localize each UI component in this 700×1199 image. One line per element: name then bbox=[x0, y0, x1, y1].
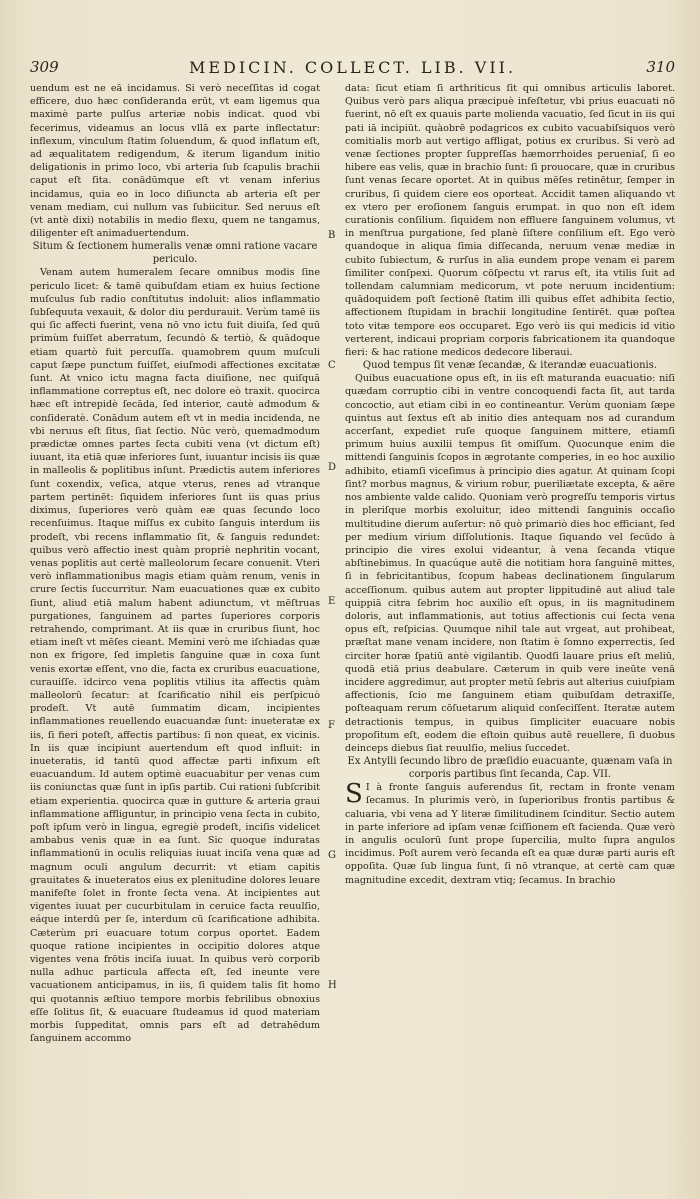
section-heading: Situm & ſectionem humeralis venæ omni ratione vacare periculo. bbox=[32, 241, 318, 266]
margin-letter-e: E bbox=[328, 596, 336, 607]
chapter-paragraph bbox=[345, 781, 675, 887]
margin-letter-f: F bbox=[328, 720, 335, 731]
paragraph: data: ſicut etiam ſi arthriticus ſit qui omnibus articulis laboret. Quibus verò pars aliqua præcipuè infeſtetur, vbi prius euacuati nō fuerint, nō eſt ex quauis parte molienda vacuatio, ſed ſicut in iis qui pati iā incipiūt. quàobrē podagricos ex cubito vacuabiſsiquos verò comitialis morb aut vertigo affligat, potius ex cruribus. Si verò ad venæ ſectiones propter ſuppreſſas hæmorrhoides perueniaſ, ſi eo hibere eas velis, quæ in brachio ſunt: ſi prouocare, quæ in cruribus ſunt venas ſecare oportet. At in quibus mēſes retinētur, ſemper in cruribus, ſi quidem ciere eos oporteat. Accidit tamen aliquando vt ex vtero per eroſionem ſanguis erumpat. in quo non eſt idem curationis conſilium. ſiquidem non effluere ſanguinem volumus, vt in menſtrua purgatione, ſed planè ſiſtere conſilium eſt. Ego verò quandoque in aliqua ſimia diſſecanda, neruum venæ mediæ in cubito ſubiectum, & rurſus in alia eundem prope venam ei parem ſimiliter conſpexi. Quorum cōſpectu vt rarus eſt, ita vtilis ſuit ad tollendam calumniam medicorum, vt pote neruum incidentium: quādoquidem poſt ſectionē ſtatim illi quibus eſſet adhibita ſectio, affectionem ſtupidam in brachii longitudine ſentirēt. quæ poſtea toto vitæ tempore eos occuparet. Ego verò iis qui medicis id vitio verterent, indicaui propriam corporis fabricationem ita quandoque fieri: & hac ratione medicos dedecore liberaui. bbox=[345, 83, 675, 359]
section-heading: Quod tempus ſit venæ ſecandæ, & iterandæ euacuationis. bbox=[362, 360, 658, 372]
page-number-left: 309 bbox=[30, 58, 59, 76]
page-number-right: 310 bbox=[646, 58, 675, 76]
right-column bbox=[345, 82, 675, 1142]
running-title: MEDICIN. COLLECT. LIB. VII. bbox=[188, 58, 517, 77]
chapter-heading: Ex Antylli ſecundo libro de præſidio euacuante, quænam vaſa in corporis partibus ſint ſecanda, Cap. VII. bbox=[347, 756, 673, 781]
margin-letter-d: D bbox=[328, 462, 337, 473]
drop-cap: S bbox=[345, 779, 363, 810]
paragraph: Venam autem humeralem ſecare omnibus modis ſine periculo licet: & tamē quibuſdam etiam ex huius ſectione muſculus ſub radio conſtitutus indoluit: alios inflammatio ſubſequuta vexauit, & dolor diu perdurauit. Verùm tamē iis qui ſic affecti fuerint, vena nō vno ictu fuit diuiſa, ſed quū primùm fuiſſet aberratum, ſecundò & tertiò, & quādoque etiam quartò fuit percuſſa. quamobrem quum muſculi caput ſæpe punctum fuiſſet, eiuſmodi affectiones excitatæ ſunt. At vnico ictu magna facta diuiſione, nec quiſquā inflammatione correptus eſt, nec dolore eò traxit. quocirca hæc eſt intrepidè ſecāda, ſed interior, cautè admodum & conſideratè. Conādum autem eſt vt in media incidenda, ne vbi neruus eſt ſitus, ſiat ſectio. Nūc verò, quemadmodum prædictæ omnes partes ſecta cubiti vena (vt dictum eſt) iuuant, ita etiā quæ inferiores ſunt, iuuantur incisis iis quæ in malleolis & poplitibus inſunt. Prædictis autem inferiores ſunt coxendix, veſica, atque vterus, renes ad vtranque partem pertinēt: ſiquidem inferiores ſunt iis quas prius diximus, ſuperiores verò quàm eæ quas ſecundo loco recenſuimus. Itaque miſſus ex cubito ſanguis interdum iis prodeſt, vbi recens inflammatio ſit, & ſanguis redundet: quibus verò affectio inest quàm propriè nephritin vocant, venas poplitis aut certè malleolorum ſecare conuenit. Vteri verò inflammationibus magis etiam quàm renum, venis in crure ſectis ſuccurritur. Nam euacuationes quæ ex cubito ſiunt, aliud etiā malum habent adiunctum, vt mēſtruas purgationes, ſanguinem ad partes ſuperiores corporis retrahendo, comprimant. At iis quæ in cruribus ſiunt, hoc etiam ineſt vt mēſes cieant. Memini verò me iſchiadas quæ non ex frigore, ſed impletis ſanguine quæ in coxa ſunt venis exortæ eſſent, vno die, facta ex cruribus euacuatione, curauiſſe. idcirco vena poplitis vtilius ita affectis quàm malleolorū ſecatur: at ſcarificatio nihil eis perſpicuò prodeſt. Vt autē ſummatim dicam, incipientes inflammationes reuellendo euacuandæ ſunt: inueteratæ ex iis, ſi fieri poteſt, affectis partibus: ſi non queat, ex vicinis. In iis quæ incipiunt auertendum eſt quod influit: in inueteratis, id tantū quod affectæ parti infixum eſt euacuandum. Id autem optimè euacuabitur per venas cum iis coniunctas quæ ſunt in ipſis partib. Cui rationi ſubſcribit etiam experientia. quocirca quæ in gutture & arteria graui inflammatione affliguntur, in principio vena ſecta in cubito, poſt ipſum verò in lingua, egregiè prodeſt, inciſis videlicet ambabus venis quæ in ea ſunt. Sic quoque induratas inflammationū in oculis reliquias iuuat inciſa vena quæ ad magnum oculi angulum decurrit: vt etiam capitis grauitates & inueteratos eius ex plenitudine dolores leuare manifeſte ſolet in fronte ſecta vena. At incipientes aut vigentes iuuat per cucurbitulam in ceruice facta reuulſio, eáque interdū per ſe, interdum cū ſcarificatione adhibita. Cæterùm pri euacuare totum corpus oportet. Eadem quoque ratione incipientes in occipitio dolores atque vigentes vena frōtis inciſa iuuat. In quibus verò corporib nulla adhuc particula affecta eſt, ſed ineunte vere vacuationem anticipamus, in iis, ſi quidem talis ſit homo qui quotannis æſtiuo tempore morbis febrilibus obnoxius eſſe ſolitus ſit, & euacuare ſtudeamus id quod materiam morbis ſuppeditat, omnis pars eſt ad detrahēdum ſanguinem accommo bbox=[30, 267, 320, 1045]
margin-letter-b: B bbox=[328, 230, 336, 241]
page-header bbox=[30, 58, 675, 80]
paragraph: Quibus euacuatione opus eſt, in iis eſt maturanda euacuatio: niſi quædam corruptio cibi in ventre concoquendi facta ſit, aut tarda concoctio, aut etiam cibi in eo contineantur. Verùm quoniam ſæpe quintus aut ſextus eſt ab initio dies antequam nos ad curandum accerſant, expediet ruſe quoque ſanguinem mittere, etiamſi primum huius auxilii tempus ſit omiſſum. Quocunque enim die mittendi ſanguinis ſcopos in ægrotante comperies, in eo hoc auxilio adhibito, etiamſi viceſimus à principio dies agatur. At quinam ſcopi ſint? morbus magnus, & virium robur, pueriliætate excepta, & aëre nos ambiente valde calido. Quoniam verò progreſſu temporis virtus in pleriſque morbis exoluitur, ideo mittendi ſanguinis occaſio multitudine dierum auſertur: nō quò primariò dies hoc efficiant, ſed per medium virium diſſolutionis. Itaque ſiquando vel ſecūdo à principio die vires exolui videantur, à vena ſecanda vtique abſtinebimus. In quacúque autē die notitiam hora ſanguinē mittes, ſi in febricitantibus, ſcopum habeas declinationem ſingularum acceſſionum. quibus autem aut propter lippitudinē aut aliud tale quippiā citra ſebrim hoc auxilio eſt opus, in iis magnitudinem doloris, aut inflammationis, aut totius affectionis cui ſecta vena opus eſt, reſpicias. Quumque nihil tale aut vrgeat, aut prohibeat, præſtat mane venam incidere, non ſtatim è ſomno experrectis, ſed circiter horæ ſpatiū antè vigilantib. Quodſi lauare prius eſt meliū, quodā etiā prius deabulare. Cæterum in quib vere ineūte venā incidere aggredimur, aut propter metū ſebris aut alterius cuiuſpiam affectionis, ſcio me ſanguinem etiam quibuſdam detraxiſſe, poſteaquam rerum cōſuetarum aliquid conſeciſſent. Iteratæ autem detractionis tempus, in quibus ſimpliciter euacuare nobis propoſitum eſt, eodem die eſtoin quibus autē reuellere, ſi duobus deinceps diebus ſiat reuulſio, melius ſuccedet. bbox=[345, 373, 675, 754]
chapter-text: I à fronte ſanguis auferendus ſit, rectam in fronte venam ſecamus. In plurimis verò, in ſuperioribus frontis partibus & caluaria, vbi vena ad Y literæ ſimilitudinem ſcinditur. Sectio autem in parte inferiore ad ipſam venæ ſciſſionem eſt facienda. Quæ verò in angulis oculorū ſunt prope ſupercilia, multo ſupra angulos incidimus. Poſt aurem verò ſecanda eſt ea quæ duræ parti auris eſt oppoſita. Quæ ſub lingua ſunt, ſi nō vtranque, at certè cam quæ magnitudine excedit, dextram vtiq; ſecamus. In brachio bbox=[345, 782, 675, 886]
paragraph: uendum est ne eā incidamus. Si verò neceſſitas id cogat efficere, duo hæc conſideranda erūt, vt eam ligemus qua maximè parte pulſus arteriæ nobis indicat. quod vbi fecerimus, videamus an locus vllā ex parte inflectatur: inflexum, vinculum ſtatim ſoluendum, & quod inflatum eſt, ad æqualitatem redigendum, & iterum ligandum initio deligationis in primo loco, vbi arteria ſub ſcapulis brachii caput eſt ſita. conādūmque eſt vt venam inferius incidamus, quia eo in loco diſiuncta ab arteria eſt per venam mediam, cui nullum vas ſubiicitur. Sed neruus eſt (vt antè dixi) notabilis in medio flexu, quem ne tangamus, diligenter eſt animaduertendum. bbox=[30, 83, 320, 240]
margin-letter-c: C bbox=[328, 360, 336, 371]
margin-letter-g: G bbox=[328, 850, 336, 861]
margin-letter-h: H bbox=[328, 980, 337, 991]
left-column bbox=[30, 82, 320, 1142]
